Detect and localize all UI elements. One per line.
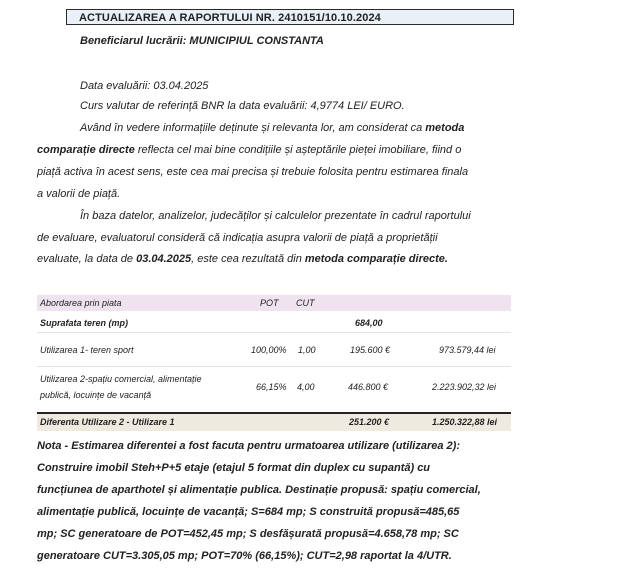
row-divider (37, 332, 511, 333)
use2-pot: 66,15% (256, 382, 287, 392)
note-line6: generatoare CUT=3.305,05 mp; POT=70% (66,15%); CUT=2,98 raportat la 4/UTR. (37, 550, 452, 562)
para1-line1-text: Având în vedere informațiile deținute și relevanta lor, am considerat ca (80, 122, 426, 134)
note-line1: Nota - Estimarea diferentei a fost facuta pentru urmatoarea utilizare (utilizarea 2): (37, 440, 460, 452)
table-total-row (37, 412, 511, 431)
note-line4: alimentație publică, locuințe de vacanță; S=684 mp; S construită propusă=485,65 (37, 506, 460, 518)
use1-lei: 973.579,44 lei (439, 345, 496, 355)
para2-line3-pre: evaluate, la data de (37, 253, 137, 265)
total-lei: 1.250.322,88 lei (432, 417, 498, 427)
para1-line4: a valorii de piață. (37, 188, 121, 200)
para2-line3-date: 03.04.2025 (136, 253, 192, 265)
use1-cut: 1,00 (298, 345, 316, 355)
row-divider (37, 366, 511, 367)
report-title-box (66, 9, 514, 25)
use2-label-line2: publică, locuințe de vacanță (40, 390, 152, 400)
land-area-label: Suprafata teren (mp) (40, 318, 129, 328)
note-line3: funcțiunea de aparthotel și alimentație publica. Destinație propusă: spațiu comercial, (37, 484, 481, 496)
exchange-rate: Curs valutar de referință BNR la data evaluării: 4,9774 LEI/ EURO. (80, 100, 405, 112)
para1-line1-bold: metoda (425, 122, 465, 134)
total-label: Diferenta Utilizare 2 - Utilizare 1 (40, 417, 175, 427)
use2-lei: 2.223.902,32 lei (432, 382, 497, 392)
note-line2: Construire imobil Steh+P+5 etaje (etajul 5 format din duplex cu supantă) cu (37, 462, 431, 474)
para2-line3-mid: , este cea rezultată din (191, 253, 305, 265)
report-title: ACTUALIZAREA A RAPORTULUI NR. 2410151/10.10.2024 (79, 12, 381, 24)
use1-label: Utilizarea 1- teren sport (40, 345, 134, 355)
beneficiary-line: Beneficiarul lucrării: MUNICIPIUL CONSTANTA (80, 35, 324, 47)
use2-eur: 446.800 € (348, 382, 389, 392)
use1-eur: 195.600 € (350, 345, 391, 355)
header-approach: Abordarea prin piata (40, 298, 122, 308)
para1-line2-bold: comparație directe (37, 144, 135, 156)
evaluation-date: Data evaluării: 03.04.2025 (80, 80, 209, 92)
para1-line2-text: reflecta cel mai bine condițiile și așteptările pieței imobiliare, fiind o (134, 144, 462, 156)
para2-line3-method: metoda comparație directe. (304, 253, 448, 265)
land-area-value: 684,00 (355, 318, 383, 328)
table-header (37, 295, 511, 311)
use1-pot: 100,00% (251, 345, 287, 355)
para2-line1: În baza datelor, analizelor, judecăților și calculelor prezentate în cadrul raportului (80, 210, 471, 222)
para1-line2 (37, 144, 461, 156)
para1-line1 (80, 122, 464, 134)
header-cut: CUT (296, 298, 315, 308)
para2-line3 (37, 253, 448, 265)
note-line5: mp; SC generatoare de POT=452,45 mp; S desfășurată propusă=4.658,78 mp; SC (37, 528, 459, 540)
use2-cut: 4,00 (297, 382, 315, 392)
total-eur: 251.200 € (349, 417, 390, 427)
use2-label-line1: Utilizarea 2-spațiu comercial, alimentație (40, 374, 202, 384)
header-pot: POT (260, 298, 279, 308)
para1-line3: piață activa în acest sens, este cea mai precisa și trebuie folosita pentru estimarea finala (37, 166, 469, 178)
para2-line2: de evaluare, evaluatorul consideră că indicația asupra valorii de piață a proprietății (37, 232, 438, 244)
